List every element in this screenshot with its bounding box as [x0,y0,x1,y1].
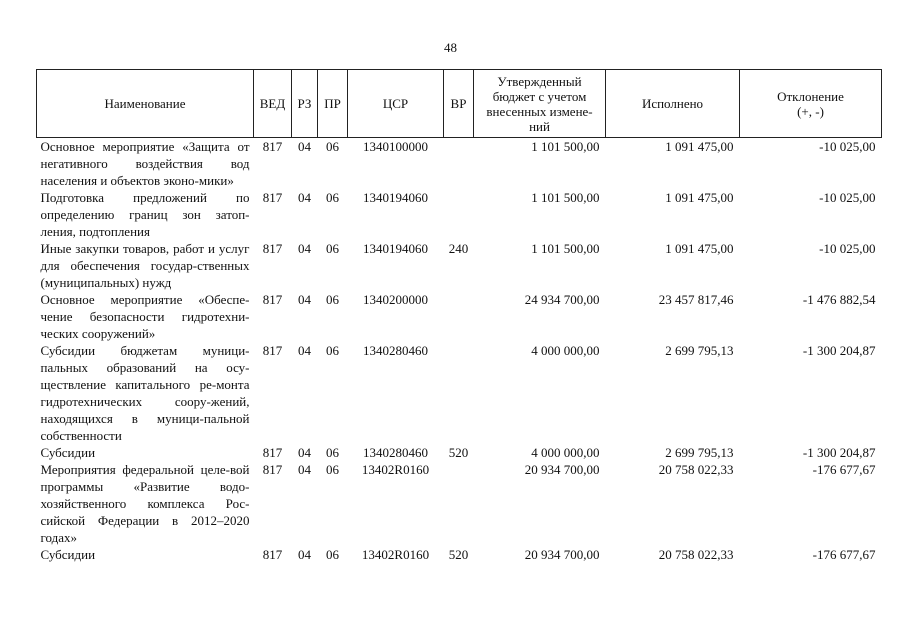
table-row [37,189,882,240]
row-rz: 04 [298,241,311,256]
row-ved: 817 [262,445,283,460]
row-pr: 06 [326,547,339,562]
row-name: Субсидии бюджетам муници-пальных образований на осу-ществление капитального ре-монта гидротехнических соору-жений, находящихся в муници-пальной собственности [40,343,250,443]
row-rz: 04 [298,462,311,477]
row-pr: 06 [326,462,339,477]
row-csr: 1340194060 [363,190,428,205]
row-done: 1 091 475,00 [665,190,734,205]
row-deviation: -10 025,00 [819,139,876,154]
row-deviation: -176 677,67 [812,462,876,477]
row-deviation: -10 025,00 [819,190,876,205]
row-ved: 817 [262,462,283,477]
header-deviation-line2: (+, -) [797,103,824,119]
row-deviation: -10 025,00 [819,241,876,256]
row-done: 2 699 795,13 [665,445,734,460]
row-pr: 06 [326,139,339,154]
row-vr [444,189,474,240]
row-ved: 817 [262,292,283,307]
row-plan: 20 934 700,00 [524,462,600,477]
table-row [37,546,882,563]
row-rz: 04 [298,190,311,205]
row-csr: 1340194060 [363,241,428,256]
table-row [37,240,882,291]
row-ved: 817 [262,139,283,154]
table-row [37,461,882,546]
row-name: Мероприятия федеральной целе-вой программы «Развитие водо-хозяйственного комплекса Рос-сийской Федерации в 2012–2020 годах» [40,462,250,545]
row-rz: 04 [298,292,311,307]
row-csr: 1340200000 [363,292,428,307]
row-done: 2 699 795,13 [665,343,734,358]
row-csr: 13402R0160 [361,547,430,562]
row-rz: 04 [298,547,311,562]
row-vr [444,342,474,444]
row-pr: 06 [326,190,339,205]
row-plan: 1 101 500,00 [531,190,600,205]
header-name: Наименование [37,70,254,138]
row-plan: 20 934 700,00 [524,547,600,562]
row-plan: 4 000 000,00 [531,343,600,358]
row-done: 1 091 475,00 [665,139,734,154]
row-name: Иные закупки товаров, работ и услуг для обеспечения государ-ственных (муниципальных) нужд [40,241,250,290]
row-csr: 1340280460 [363,343,428,358]
row-ved: 817 [262,547,283,562]
row-vr [444,138,474,190]
row-ved: 817 [262,343,283,358]
row-deviation: -1 300 204,87 [802,343,876,358]
row-plan: 4 000 000,00 [531,445,600,460]
row-name: Субсидии [40,445,96,460]
header-vr: ВР [444,70,474,138]
header-pr: ПР [318,70,348,138]
row-deviation: -176 677,67 [812,547,876,562]
row-pr: 06 [326,343,339,358]
row-vr: 520 [448,445,469,460]
row-name: Подготовка предложений по определению границ зон затоп-ления, подтопления [40,190,250,239]
row-csr: 13402R0160 [361,462,430,477]
row-pr: 06 [326,241,339,256]
row-rz: 04 [298,139,311,154]
table-row [37,444,882,461]
row-pr: 06 [326,445,339,460]
header-plan: Утвержденный бюджет с учетом внесенных измене-ний [474,70,606,138]
row-rz: 04 [298,343,311,358]
row-ved: 817 [262,190,283,205]
header-csr: ЦСР [348,70,444,138]
row-name: Основное мероприятие «Защита от негативного воздействия вод населения и объектов эконо-мики» [40,139,250,188]
row-vr: 240 [448,241,469,256]
row-ved: 817 [262,241,283,256]
header-deviation-line1: Отклонение [777,88,844,104]
row-plan: 1 101 500,00 [531,139,600,154]
header-done: Исполнено [606,70,740,138]
row-pr: 06 [326,292,339,307]
header-ved: ВЕД [254,70,292,138]
row-plan: 1 101 500,00 [531,241,600,256]
row-vr: 520 [448,547,469,562]
row-name: Субсидии [40,547,96,562]
header-row [37,70,882,138]
row-done: 23 457 817,46 [658,292,734,307]
row-plan: 24 934 700,00 [524,292,600,307]
row-deviation: -1 476 882,54 [802,292,876,307]
page-number: 48 [444,40,457,55]
table-row [37,291,882,342]
row-done: 1 091 475,00 [665,241,734,256]
row-done: 20 758 022,33 [658,547,734,562]
row-csr: 1340280460 [363,445,428,460]
table-row [37,138,882,190]
row-deviation: -1 300 204,87 [802,445,876,460]
row-done: 20 758 022,33 [658,462,734,477]
row-name: Основное мероприятие «Обеспе-чение безопасности гидротехни-ческих сооружений» [40,292,250,341]
row-csr: 1340100000 [363,139,428,154]
budget-table [36,69,882,563]
row-vr [444,461,474,546]
row-vr [444,291,474,342]
header-deviation [740,70,882,138]
header-rz: РЗ [292,70,318,138]
table-row [37,342,882,444]
row-rz: 04 [298,445,311,460]
